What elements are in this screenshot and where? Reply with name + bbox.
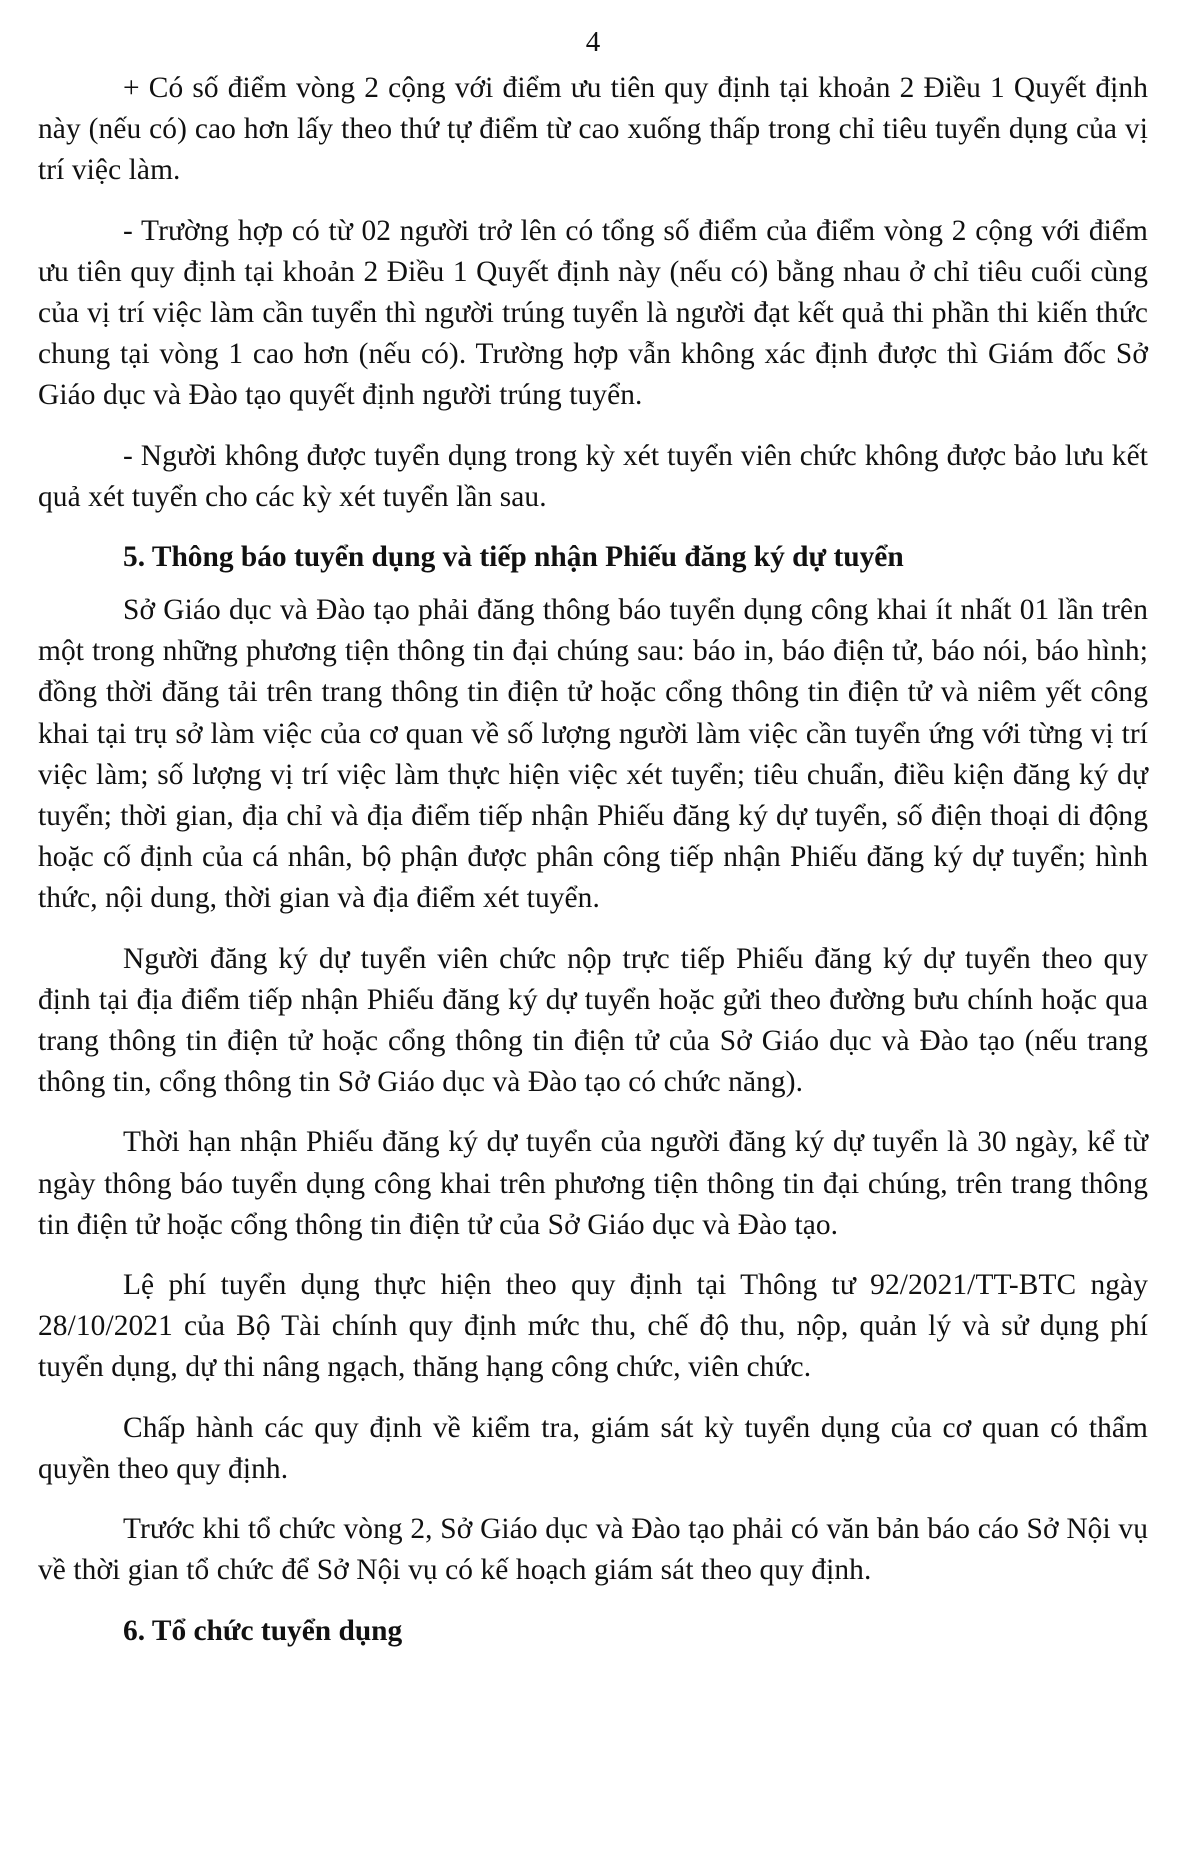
page-number: 4 [585,26,601,58]
paragraph-no-reservation: - Người không được tuyển dụng trong kỳ xét tuyển viên chức không được bảo lưu kết quả xét tuyển cho các kỳ xét tuyển lần sau. [38,439,1148,513]
paragraph-tie-break: - Trường hợp có từ 02 người trở lên có tổng số điểm của điểm vòng 2 cộng với điểm ưu tiên quy định tại khoản 2 Điều 1 Quyết định này (nếu có) bằng nhau ở chỉ tiêu cuối cùng của vị trí việc làm cần tuyển thì người trúng tuyển là người đạt kết quả thi phần thi kiến thức chung tại vòng 1 cao hơn (nếu có). Trường hợp vẫn không xác định được thì Giám đốc Sở Giáo dục và Đào tạo quyết định người trúng tuyển. [38,214,1148,412]
paragraph-fees: Lệ phí tuyển dụng thực hiện theo quy định tại Thông tư 92/2021/TT-BTC ngày 28/10/2021 của Bộ Tài chính quy định mức thu, chế độ thu, nộp, quản lý và sử dụng phí tuyển dụng, dự thi nâng ngạch, thăng hạng công chức, viên chức. [38,1269,1148,1384]
paragraph-report: Trước khi tổ chức vòng 2, Sở Giáo dục và Đào tạo phải có văn bản báo cáo Sở Nội vụ về thời gian tổ chức để Sở Nội vụ có kế hoạch giám sát theo quy định. [38,1513,1148,1587]
document-page [38,22,1148,1664]
section-heading-6: 6. Tổ chức tuyển dụng [123,1614,403,1647]
paragraph-deadline: Thời hạn nhận Phiếu đăng ký dự tuyển của người đăng ký dự tuyển là 30 ngày, kể từ ngày thông báo tuyển dụng công khai trên phương tiện thông tin đại chúng, trên trang thông tin điện tử hoặc cổng thông tin điện tử của Sở Giáo dục và Đào tạo. [38,1126,1148,1241]
section-heading-5: 5. Thông báo tuyển dụng và tiếp nhận Phiếu đăng ký dự tuyển [123,541,904,574]
paragraph-announcement: Sở Giáo dục và Đào tạo phải đăng thông báo tuyển dụng công khai ít nhất 01 lần trên một trong những phương tiện thông tin đại chúng sau: báo in, báo điện tử, báo nói, báo hình; đồng thời đăng tải trên trang thông tin điện tử hoặc cổng thông tin điện tử và niêm yết công khai tại trụ sở làm việc của cơ quan về số lượng người làm việc cần tuyển ứng với từng vị trí việc làm; số lượng vị trí việc làm thực hiện việc xét tuyển; tiêu chuẩn, điều kiện đăng ký dự tuyển; thời gian, địa chỉ và địa điểm tiếp nhận Phiếu đăng ký dự tuyển, số điện thoại di động hoặc cố định của cá nhân, bộ phận được phân công tiếp nhận Phiếu đăng ký dự tuyển; hình thức, nội dung, thời gian và địa điểm xét tuyển. [38,594,1148,915]
paragraph-priority-score: + Có số điểm vòng 2 cộng với điểm ưu tiên quy định tại khoản 2 Điều 1 Quyết định này (nếu có) cao hơn lấy theo thứ tự điểm từ cao xuống thấp trong chỉ tiêu tuyển dụng của vị trí việc làm. [38,72,1148,187]
paragraph-submission: Người đăng ký dự tuyển viên chức nộp trực tiếp Phiếu đăng ký dự tuyển theo quy định tại địa điểm tiếp nhận Phiếu đăng ký dự tuyển hoặc gửi theo đường bưu chính hoặc qua trang thông tin điện tử hoặc cổng thông tin điện tử của Sở Giáo dục và Đào tạo (nếu trang thông tin, cổng thông tin Sở Giáo dục và Đào tạo có chức năng). [38,942,1148,1099]
paragraph-supervision: Chấp hành các quy định về kiểm tra, giám sát kỳ tuyển dụng của cơ quan có thẩm quyền theo quy định. [38,1411,1148,1485]
